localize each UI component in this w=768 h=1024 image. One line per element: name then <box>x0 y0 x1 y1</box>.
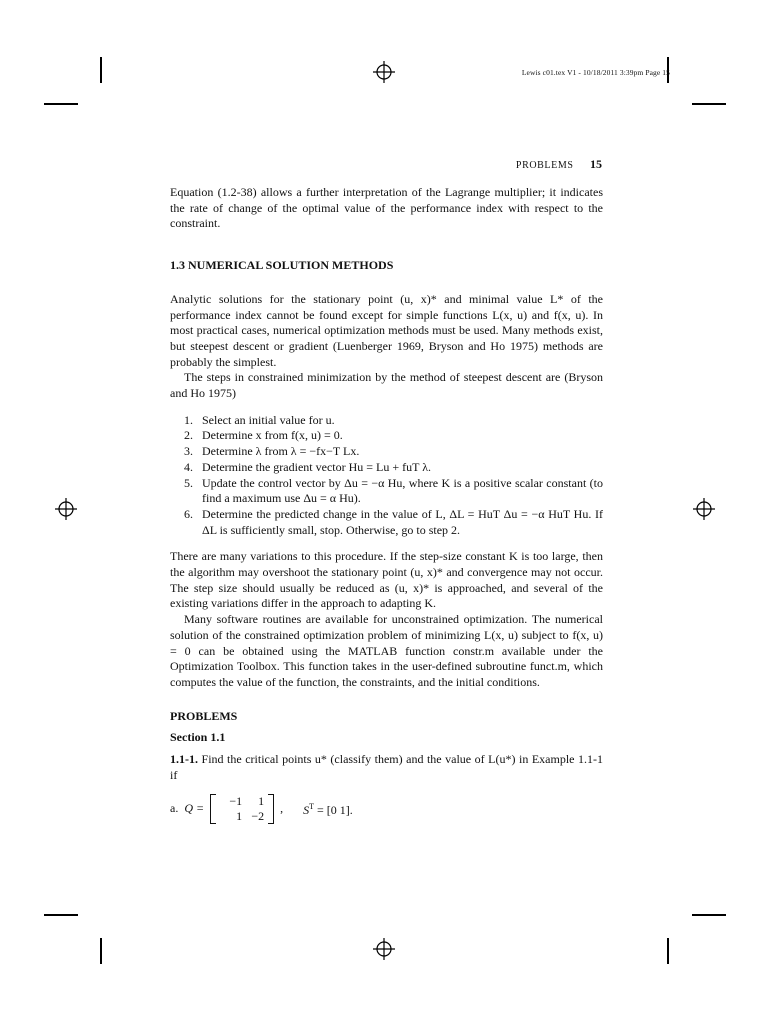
registration-mark-top-icon <box>373 61 395 83</box>
step-text: Determine x from f(x, u) = 0. <box>202 428 343 443</box>
matrix-right-bracket <box>268 794 274 824</box>
step-text: Select an initial value for u. <box>202 412 335 427</box>
crop-mark-bottom-left-horizontal <box>44 914 78 916</box>
registration-mark-left-icon <box>55 498 77 520</box>
problems-section-label: Section 1.1 <box>170 730 226 745</box>
s-vector <box>303 799 353 819</box>
problems-heading: PROBLEMS <box>170 708 238 723</box>
steepest-descent-steps <box>170 413 603 539</box>
matrix-cell: −2 <box>251 808 265 823</box>
crop-mark-top-left-horizontal <box>44 103 78 105</box>
step-text: Determine the gradient vector Hu = Lu + fuT λ. <box>202 459 432 474</box>
registration-mark-right-icon <box>693 498 715 520</box>
step-text: Determine the predicted change in the value of L, ΔL = HuT Δu = −α HuT Hu. If ΔL is sufficiently small, stop. Otherwise, go to step 2. <box>202 506 603 537</box>
step-item <box>170 507 603 538</box>
step-item <box>170 476 603 507</box>
matrix-cells <box>216 794 268 824</box>
step-number: 2. <box>184 428 193 443</box>
paragraph-software: Many software routines are available for unconstrained optimization. The numerical solution of the constrained optimization problem of minimizing L(x, u) subject to f(x, u) = 0 can be obtained using the MATLAB function constr.m available under the Optimization Toolbox. This function takes in the user-defined subroutine funct.m, which computes the value of the function, the constraints, and the initial conditions. <box>170 612 603 689</box>
crop-mark-bottom-right-vertical <box>667 938 669 964</box>
step-text: Update the control vector by Δu = −α Hu, where K is a positive scalar constant (to find a maximum use Δu = α Hu). <box>202 475 603 506</box>
registration-mark-bottom-icon <box>373 938 395 960</box>
step-number: 4. <box>184 459 193 474</box>
s-label: S <box>303 802 310 817</box>
problem-item-a <box>170 794 603 824</box>
comma: , <box>280 800 284 815</box>
section-heading-1-3: 1.3 NUMERICAL SOLUTION METHODS <box>170 258 394 273</box>
crop-mark-top-right-horizontal <box>692 103 726 105</box>
paragraph-analytic-solutions: Analytic solutions for the stationary point (u, x)* and minimal value L* of the performance index cannot be found except for simple functions L(x, u) and f(x, u). In most practical cases, numerical optimization methods must be used. Many methods exist, but steepest descent or gradient (Luenberger 1969, Bryson and Ho 1975) methods are probably the simplest. <box>170 291 603 369</box>
crop-mark-bottom-left-vertical <box>100 938 102 964</box>
step-item <box>170 460 603 476</box>
step-number: 6. <box>184 506 193 521</box>
matrix-cell: −1 <box>229 793 243 808</box>
crop-mark-bottom-right-horizontal <box>692 914 726 916</box>
step-item <box>170 444 603 460</box>
paragraph-steps-intro: The steps in constrained minimization by the method of steepest descent are (Bryson and Ho 1975) <box>170 370 603 401</box>
header-file-metadata: Lewis c01.tex V1 - 10/18/2011 3:39pm Page 15 <box>521 68 670 77</box>
crop-mark-top-left-vertical <box>100 57 102 83</box>
q-label: Q = <box>184 800 205 815</box>
running-head <box>170 157 602 172</box>
paragraph-intro: Equation (1.2-38) allows a further interpretation of the Lagrange multiplier; it indicates the rate of change of the optimal value of the performance index with respect to the constraint. <box>170 185 603 231</box>
step-number: 1. <box>184 412 193 427</box>
page-body <box>170 185 603 824</box>
matrix-cell: 1 <box>236 808 243 823</box>
step-item <box>170 428 603 444</box>
problem-statement: Find the critical points u* (classify them) and the value of L(u*) in Example 1.1-1 if <box>170 752 604 782</box>
q-matrix <box>210 794 274 824</box>
running-head-title: PROBLEMS <box>515 160 574 171</box>
problem-number: 1.1-1. <box>170 752 198 767</box>
page-number: 15 <box>590 157 602 171</box>
step-item <box>170 413 603 429</box>
item-label: a. <box>170 800 179 815</box>
s-transpose: T <box>309 801 314 811</box>
s-value: = [0 1]. <box>316 802 353 817</box>
step-text: Determine λ from λ = −fx−T Lx. <box>202 444 360 459</box>
matrix-cell: 1 <box>258 793 265 808</box>
problem-1-1-1 <box>170 752 603 783</box>
step-number: 5. <box>184 475 193 490</box>
paragraph-variations: There are many variations to this procedure. If the step-size constant K is too large, then the algorithm may overshoot the stationary point (u, x)* and convergence may not occur. The step size should usually be reduced as (u, x)* is approached, and several of the existing variations differ in the approach to adapting K. <box>170 549 603 611</box>
step-number: 3. <box>184 444 193 459</box>
